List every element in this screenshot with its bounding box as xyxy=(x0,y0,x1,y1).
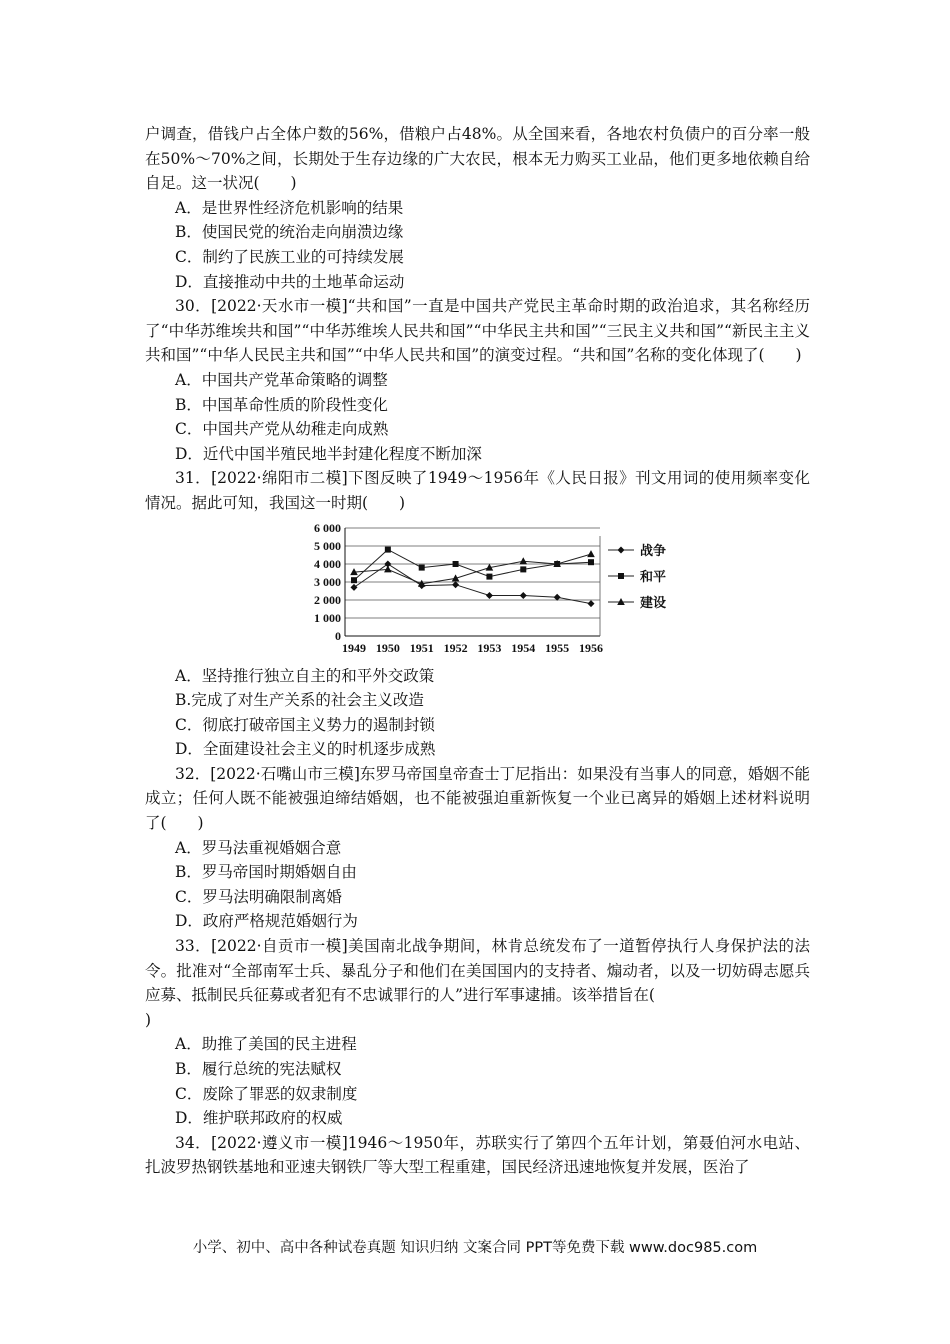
legend-label: 和平 xyxy=(640,568,667,584)
data-point-建设 xyxy=(587,550,595,557)
q33-option-d: D．维护联邦政府的权威 xyxy=(175,1109,343,1128)
y-tick-label: 1 000 xyxy=(314,610,341,625)
legend-label: 战争 xyxy=(640,542,667,558)
data-point-和平 xyxy=(351,577,357,583)
q31-option-c: C．彻底打破帝国主义势力的遏制封锁 xyxy=(175,715,435,734)
q32-option-d: D．政府严格规范婚姻行为 xyxy=(175,912,358,931)
q29-stem: 户调查，借钱户占全体户数的56%，借粮户占48%。从全国来看，各地农村负债户的百分率一般在50%～70%之间，长期处于生存边缘的广大农民，根本无力购买工业品，他们更多地依赖自给自足。这一状况( ) xyxy=(145,125,810,193)
data-point-战争 xyxy=(351,583,358,590)
y-tick-label: 3 000 xyxy=(314,574,341,589)
x-tick-label: 1956 xyxy=(579,640,603,655)
q33-stem: 33．[2022·自贡市一模]美国南北战争期间，林肯总统发布了一道暂停执行人身保护法的法令。批准对“全部南军士兵、暴乱分子和他们在美国国内的支持者、煽动者，以及一切妨碍志愿兵应募、抵制民兵征募或者犯有不忠诚罪行的人”进行军事逮捕。该举措旨在( xyxy=(145,937,810,1005)
q30-stem: 30．[2022·天水市一模]“共和国”一直是中国共产党民主革命时期的政治追求，其名称经历了“中华苏维埃共和国”“中华苏维埃人民共和国”“中华民主共和国”“三民主义共和国”“新民主主义共和国”“中华人民民主共和国”“中华人民共和国”的演变过程。“共和国”名称的变化体现了( ) xyxy=(145,297,810,365)
word-frequency-chart xyxy=(295,518,675,658)
data-point-和平 xyxy=(486,573,492,579)
x-tick-label: 1949 xyxy=(342,640,366,655)
legend-label: 建设 xyxy=(640,594,667,610)
q29-option-a: A．是世界性经济危机影响的结果 xyxy=(175,198,404,217)
data-point-和平 xyxy=(419,564,425,570)
q31-option-a: A．坚持推行独立自主的和平外交政策 xyxy=(175,666,435,685)
q30-option-c: C．中国共产党从幼稚走向成熟 xyxy=(175,420,389,439)
y-tick-label: 4 000 xyxy=(314,556,341,571)
y-tick-label: 0 xyxy=(335,628,341,643)
y-tick-label: 5 000 xyxy=(314,538,341,553)
q34-stem: 34．[2022·遵义市一模]1946～1950年，苏联实行了第四个五年计划，第聂伯河水电站、扎波罗热钢铁基地和亚速夫钢铁厂等大型工程重建，国民经济迅速地恢复并发展，医治了 xyxy=(145,1133,810,1177)
page-footer: 小学、初中、高中各种试卷真题 知识归纳 文案合同 PPT等免费下载 www.doc985.com xyxy=(192,1240,758,1256)
data-point-和平 xyxy=(520,566,526,572)
y-tick-label: 6 000 xyxy=(314,520,341,535)
x-tick-label: 1950 xyxy=(375,640,400,655)
data-point-和平 xyxy=(453,561,459,567)
data-point-和平 xyxy=(588,559,594,565)
q29-option-b: B．使国民党的统治走向崩溃边缘 xyxy=(175,223,404,242)
q30-option-d: D．近代中国半殖民地半封建化程度不断加深 xyxy=(175,444,482,463)
q29-option-c: C．制约了民族工业的可持续发展 xyxy=(175,247,404,266)
data-point-legend-和平 xyxy=(618,573,624,579)
q30-option-b: B．中国革命性质的阶段性变化 xyxy=(175,395,388,414)
q33-stem-end: ) xyxy=(145,1010,152,1029)
line-chart-svg xyxy=(295,518,675,658)
q32-option-c: C．罗马法明确限制离婚 xyxy=(175,887,342,906)
q31-option-b: B.完成了对生产关系的社会主义改造 xyxy=(175,691,424,710)
q29-option-d: D．直接推动中共的土地革命运动 xyxy=(175,272,405,291)
q33-option-b: B．履行总统的宪法赋权 xyxy=(175,1060,342,1078)
x-tick-label: 1951 xyxy=(409,640,434,655)
q32-stem: 32．[2022·石嘴山市三模]东罗马帝国皇帝查士丁尼指出：如果没有当事人的同意，婚姻不能成立；任何人既不能被强迫缔结婚姻，也不能被强迫重新恢复一个业已离异的婚姻上述材料说明了( ) xyxy=(145,764,810,833)
data-point-建设 xyxy=(519,557,527,564)
data-point-战争 xyxy=(588,600,595,607)
x-tick-label: 1954 xyxy=(511,640,536,655)
q30-option-a: A．中国共产党革命策略的调整 xyxy=(175,370,388,389)
q32-option-b: B．罗马帝国时期婚姻自由 xyxy=(175,863,357,882)
q32-option-a: A．罗马法重视婚姻合意 xyxy=(175,838,342,857)
document-page xyxy=(145,122,810,1180)
data-point-建设 xyxy=(384,565,392,572)
q31-option-d: D．全面建设社会主义的时机逐步成熟 xyxy=(175,740,436,759)
data-point-legend-战争 xyxy=(618,546,625,553)
data-point-战争 xyxy=(486,592,493,599)
data-point-战争 xyxy=(520,592,527,599)
x-tick-label: 1953 xyxy=(477,640,502,655)
x-tick-label: 1955 xyxy=(545,640,570,655)
q33-option-c: C．废除了罪恶的奴隶制度 xyxy=(175,1084,358,1103)
x-tick-label: 1952 xyxy=(443,640,468,655)
q33-option-a: A．助推了美国的民主进程 xyxy=(175,1035,357,1054)
q31-stem: 31．[2022·绵阳市二模]下图反映了1949～1956年《人民日报》刊文用词的使用频率变化情况。据此可知，我国这一时期( ) xyxy=(145,469,810,512)
y-tick-label: 2 000 xyxy=(314,592,341,607)
data-point-和平 xyxy=(385,546,391,552)
